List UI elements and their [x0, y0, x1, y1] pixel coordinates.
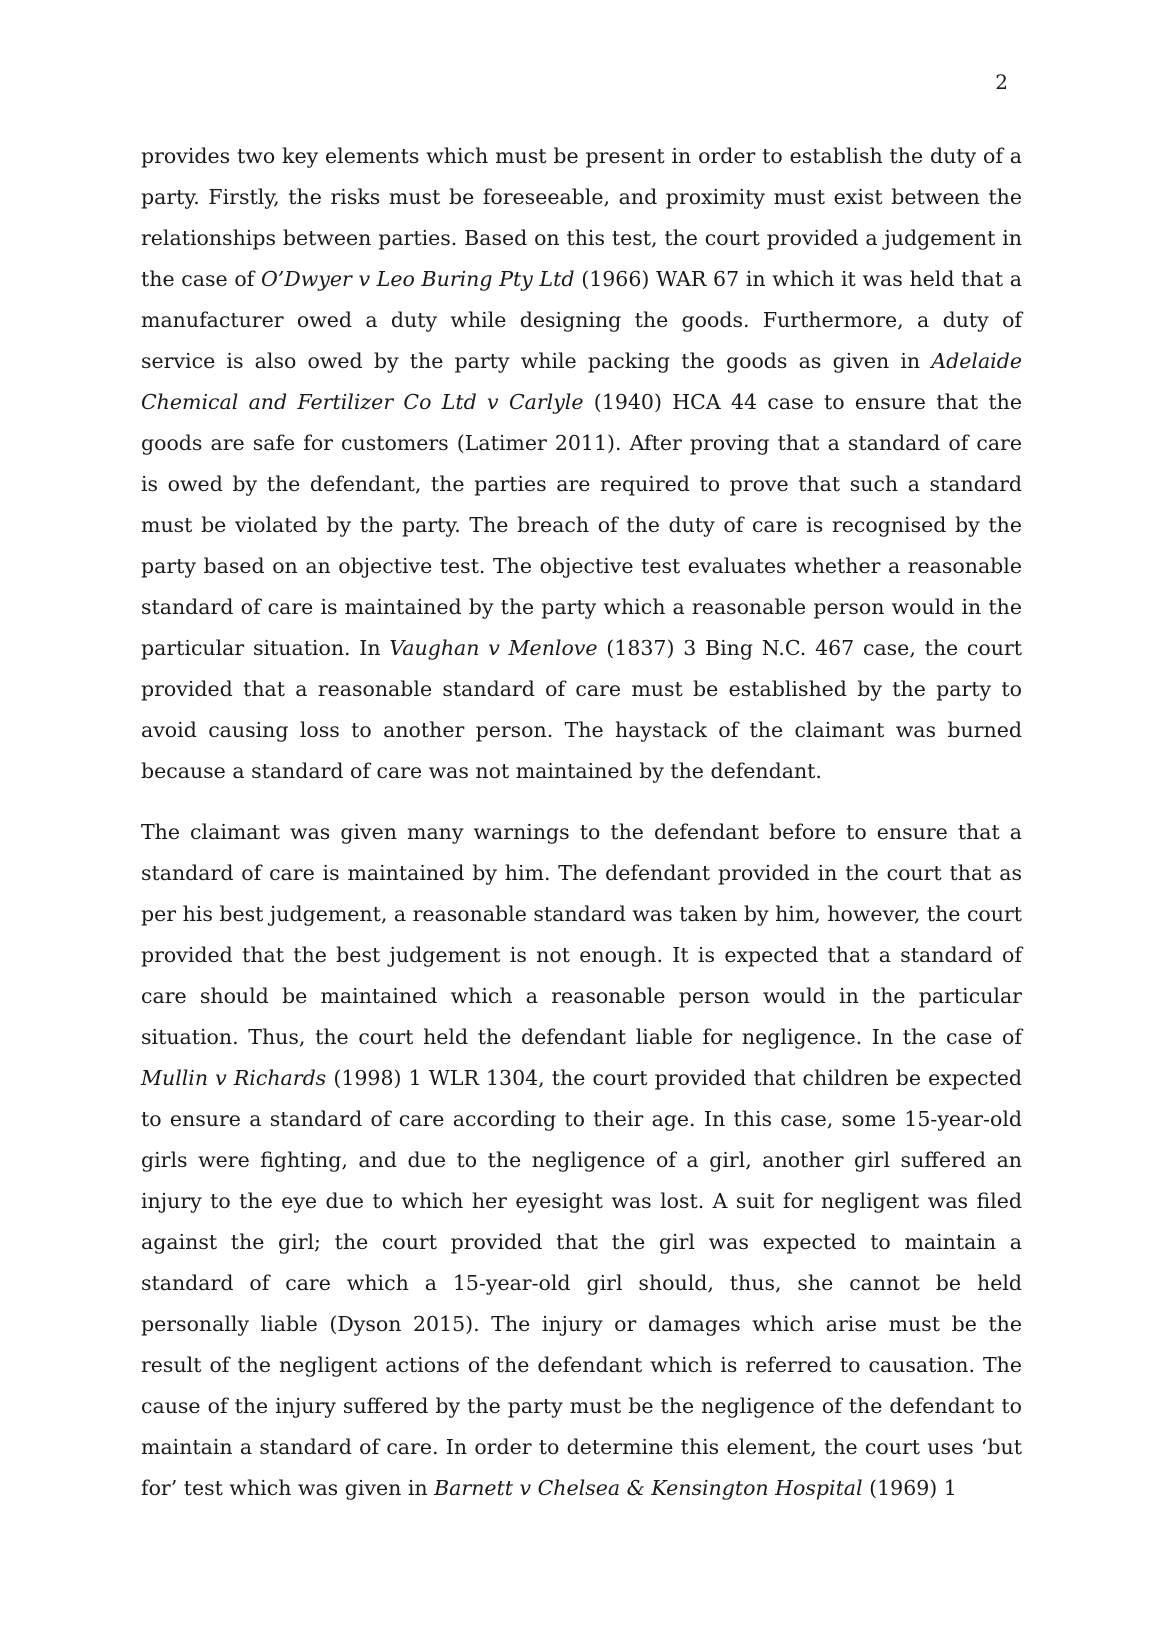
page-number: 2 [995, 70, 1008, 94]
paragraph-text: (1940) HCA 44 case to ensure that the goods are safe for customers (Latimer 2011). After proving that a standard of care is owed by the defendant, the parties are required to prove that such a standard must be violated by the party. The breach of the duty of care is recognised by the party based on an objective test. The objective test evaluates whether a reasonable standard of care is maintained by the party which a reasonable person would in the particular situation. In [141, 390, 1022, 660]
paragraph-text: (1966) WAR 67 in which it was held that a manufacturer owed a duty while designing the goods. Furthermore, a duty of service is also owed by the party while packing the goods as given in [141, 267, 1022, 373]
paragraph-1 [141, 136, 1022, 792]
case-citation: Barnett v Chelsea & Kensington Hospital [434, 1476, 863, 1500]
paragraph-text: (1969) 1 [862, 1476, 957, 1500]
case-citation: Mullin v Richards [141, 1066, 327, 1090]
paragraph-text: provides two key elements which must be present in order to establish the duty of a party. Firstly, the risks must be foreseeable, and proximity must exist between the relationships between parties. Based on this test, the court provided a judgement in the case of [141, 144, 1022, 291]
paragraph-text: The claimant was given many warnings to the defendant before to ensure that a standard of care is maintained by him. The defendant provided in the court that as per his best judgement, a reasonable standard was taken by him, however, the court provided that the best judgement is not enough. It is expected that a standard of care should be maintained which a reasonable person would in the particular situation. Thus, the court held the defendant liable for negligence. In the case of [141, 820, 1023, 1049]
paragraph-2 [141, 812, 1022, 1509]
paragraph-text: (1998) 1 WLR 1304, the court provided that children be expected to ensure a standard of care according to their age. In this case, some 15-year-old girls were fighting, and due to the negligence of a girl, another girl suffered an injury to the eye due to which her eyesight was lost. A suit for negligent was filed against the girl; the court provided that the girl was expected to maintain a standard of care which a 15-year-old girl should, thus, she cannot be held personally liable (Dyson 2015). The injury or damages which arise must be the result of the negligent actions of the defendant which is referred to causation. The cause of the injury suffered by the party must be the negligence of the defendant to maintain a standard of care. In order to determine this element, the court uses ‘but for’ test which was given in [141, 1066, 1022, 1500]
case-citation: Vaughan v Menlove [389, 636, 598, 660]
case-citation: O’Dwyer v Leo Buring Pty Ltd [260, 267, 575, 291]
body-text [141, 136, 1022, 1509]
paragraph-text: (1837) 3 Bing N.C. 467 case, the court provided that a reasonable standard of care must be established by the party to avoid causing loss to another person. The haystack of the claimant was burned because a standard of care was not maintained by the defendant. [141, 636, 1022, 783]
case-citation: Adelaide Chemical and Fertilizer Co Ltd v Carlyle [141, 349, 1022, 414]
